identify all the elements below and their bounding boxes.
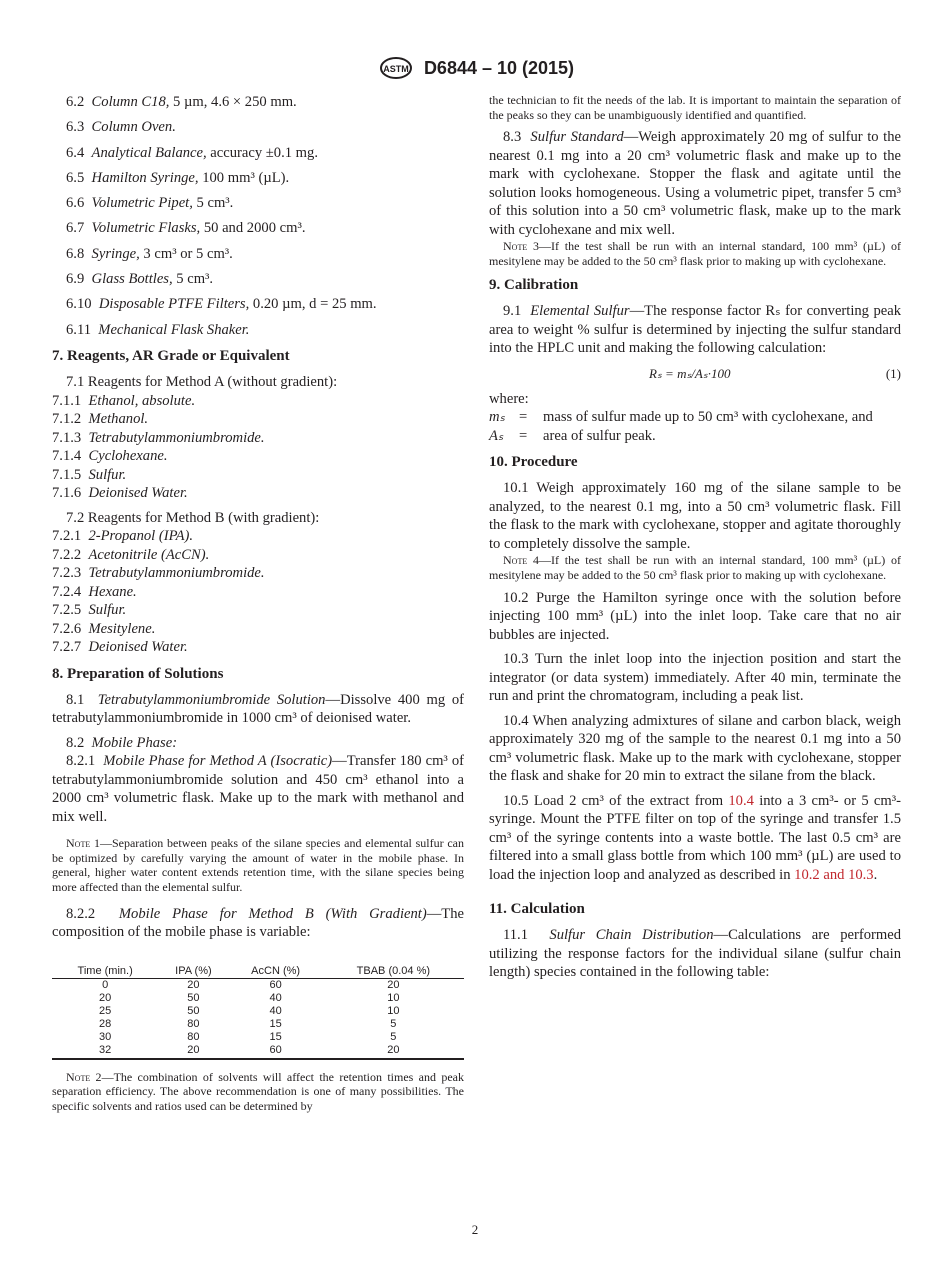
table-cell: 28 xyxy=(99,1017,112,1030)
page-header xyxy=(0,56,950,80)
apparatus-item: 6.9 Glass Bottles, 5 cm³. xyxy=(66,271,214,288)
paragraph-10-4: 10.4 When analyzing admixtures of silane and carbon black, weigh approximately 320 mg of the sample to the nearest 0.1 mg into a 50 cm³ volumetric flask. Make up to the mark with cyclohexane, stopper the flask and shake for 20 min to extract the silane from the black. xyxy=(489,712,901,785)
table-cell: 40 xyxy=(269,1004,282,1017)
left-column xyxy=(52,93,464,1113)
table-cell: 25 xyxy=(99,1004,112,1017)
apparatus-item: 6.11 Mechanical Flask Shaker. xyxy=(66,321,250,338)
table-row xyxy=(52,1044,464,1059)
paragraph-10-1: 10.1 Weigh approximately 160 mg of the silane sample to be analyzed, to the nearest 0.1 mg, into a 50 cm³ volumetric flask. Fill the flask to the mark with cyclohexane, stopper and agitate thoroughly to completely dissolve the sample. xyxy=(489,480,901,552)
paragraph-8-1: 8.1 Tetrabutylammoniumbromide Solution—Dissolve 400 mg of tetrabutylammoniumbromide in 1000 cm³ of deionised water. xyxy=(52,691,464,727)
apparatus-item: 6.5 Hamilton Syringe, 100 mm³ (µL). xyxy=(66,169,290,186)
note-2-continued: the technician to fit the needs of the lab. It is important to maintain the separation of the peaks so they can be unambiguously identified and quantified. xyxy=(489,93,901,122)
equation-1 xyxy=(489,366,901,382)
right-column xyxy=(489,93,901,982)
reagent-item: 7.1.6 Deionised Water. xyxy=(52,485,188,502)
table-cell: 20 xyxy=(323,1044,464,1059)
table-cell: 50 xyxy=(187,991,200,1004)
apparatus-item: 6.7 Volumetric Flasks, 50 and 2000 cm³. xyxy=(66,220,306,237)
note-2: Note 2—The combination of solvents will affect the retention times and peak separation efficiency. The above recommendation is one of many possibilities. The specific solvents and ratios used can be determined by xyxy=(52,1069,464,1113)
apparatus-item: 6.10 Disposable PTFE Filters, 0.20 µm, d = 25 mm. xyxy=(66,296,377,313)
table-cell: 50 xyxy=(187,1004,200,1017)
section-9-heading: 9. Calibration xyxy=(489,277,579,294)
reagent-item: 7.2.6 Mesitylene. xyxy=(52,620,156,637)
table-header: IPA (%) xyxy=(158,964,228,979)
gradient-table xyxy=(52,964,464,1060)
table-cell: 40 xyxy=(269,991,282,1004)
table-row xyxy=(52,978,464,992)
apparatus-item: 6.3 Column Oven. xyxy=(66,119,176,136)
table-cell: 80 xyxy=(187,1017,200,1030)
reagent-item: 7.1.5 Sulfur. xyxy=(52,466,127,483)
table-cell: 10 xyxy=(387,1004,400,1017)
table-cell: 15 xyxy=(269,1030,282,1043)
table-cell: 5 xyxy=(390,1017,397,1030)
table-row xyxy=(52,992,464,1005)
where-label: where: xyxy=(489,390,529,407)
section-10-heading: 10. Procedure xyxy=(489,454,578,471)
reagents-b-intro: 7.2 Reagents for Method B (with gradient): xyxy=(66,509,320,526)
equation-number: (1) xyxy=(885,365,901,381)
page-number: 2 xyxy=(471,1222,479,1237)
table-cell: 15 xyxy=(269,1017,282,1030)
table-cell: 20 xyxy=(99,991,112,1004)
table-cell: 20 xyxy=(158,1044,228,1059)
apparatus-item: 6.6 Volumetric Pipet, 5 cm³. xyxy=(66,195,234,212)
table-cell: 0 xyxy=(102,978,109,991)
apparatus-item: 6.4 Analytical Balance, accuracy ±0.1 mg. xyxy=(66,144,318,161)
equation-formula: Rₛ = mₛ/Aₛ·100 xyxy=(649,365,731,381)
table-header: AcCN (%) xyxy=(229,964,323,979)
paragraph-8-2-1: 8.2.1 Mobile Phase for Method A (Isocratic)—Transfer 180 cm³ of tetrabutylammoniumbromide solution and 450 cm³ ethanol into a 2000 cm³ volumetric flask. Make up to the mark with methanol and mix well. xyxy=(52,753,465,825)
paragraph-8-2: 8.2 Mobile Phase: xyxy=(66,734,178,751)
reagent-item: 7.2.3 Tetrabutylammoniumbromide. xyxy=(52,565,265,582)
table-row xyxy=(52,1018,464,1031)
reagents-a-intro: 7.1 Reagents for Method A (without gradient): xyxy=(66,374,338,391)
table-row xyxy=(52,1031,464,1044)
reagent-item: 7.1.3 Tetrabutylammoniumbromide. xyxy=(52,429,265,446)
definition-row: Aₛ = area of sulfur peak. xyxy=(489,427,656,444)
document-designation: D6844 – 10 (2015) xyxy=(423,57,575,78)
reagent-item: 7.2.4 Hexane. xyxy=(52,583,137,600)
table-cell: 80 xyxy=(187,1030,200,1043)
paragraph-8-2-2: 8.2.2 Mobile Phase for Method B (With Gradient)—The composition of the mobile phase is variable: xyxy=(52,905,464,941)
definition-row: mₛ = mass of sulfur made up to 50 cm³ with cyclohexane, and xyxy=(489,409,873,426)
note-4: Note 4—If the test shall be run with an internal standard, 100 mm³ (µL) of mesitylene may be added to the 50 cm³ flask prior to making up with cyclohexane. xyxy=(489,553,902,582)
table-cell: 30 xyxy=(99,1030,112,1043)
table-cell: 32 xyxy=(52,1044,158,1059)
note-1: Note 1—Separation between peaks of the silane species and elemental sulfur can be optimized by carefully varying the amount of water in the mobile phase. In general, higher water content extends retention time, with the silane species being more affected than the elemental sulfur. xyxy=(52,836,464,894)
table-cell: 20 xyxy=(187,978,200,991)
paragraph-8-3: 8.3 Sulfur Standard—Weigh approximately 20 mg of sulfur to the nearest 0.1 mg into a 20 cm³ volumetric flask and make up to the mark with cyclohexane. Stopper the flask and agitate until the solution looks homogeneous. Using a volumetric pipet, transfer 5 cm³ of this solution into a 50 cm³ volumetric flask, make up to the mark with cyclohexane and mix well. xyxy=(489,129,901,238)
reagent-item: 7.1.4 Cyclohexane. xyxy=(52,448,168,465)
paragraph-10-5: 10.5 Load 2 cm³ of the extract from 10.4 into a 3 cm³- or 5 cm³-syringe. Mount the PTFE filter on top of the syringe and transfer 1.5 cm³ of the syringe contents into a waste bottle. The last 0.5 cm³ are filtered into a small glass bottle from which 100 mm³ (µL) are used to load the injection loop and analyzed as described in 10.2 and 10.3. xyxy=(489,792,901,883)
reagent-item: 7.2.1 2-Propanol (IPA). xyxy=(52,528,194,545)
variable-definitions xyxy=(489,408,901,445)
reagents-b-list xyxy=(52,527,464,657)
note-3: Note 3—If the test shall be run with an internal standard, 100 mm³ (µL) of mesitylene may be added to the 50 cm³ flask prior to making up with cyclohexane. xyxy=(489,239,902,268)
apparatus-list xyxy=(52,93,464,339)
section-7-heading: 7. Reagents, AR Grade or Equivalent xyxy=(52,348,290,365)
table-header: Time (min.) xyxy=(52,964,158,979)
reagent-item: 7.1.1 Ethanol, absolute. xyxy=(52,392,196,409)
astm-logo-icon xyxy=(376,56,416,80)
paragraph-9-1: 9.1 Elemental Sulfur—The response factor Rₛ for converting peak area to weight % sulfur is determined by injecting the sulfur standard into the HPLC unit and making the following calculation: xyxy=(489,303,902,357)
paragraph-11-1: 11.1 Sulfur Chain Distribution—Calculations are performed utilizing the response factors for the individual silane (sulfur chain length) species contained in the following table: xyxy=(489,927,902,981)
table-cell: 60 xyxy=(269,978,282,991)
table-cell: 10 xyxy=(387,991,400,1004)
reagent-item: 7.1.2 Methanol. xyxy=(52,411,149,428)
table-cell: 20 xyxy=(387,978,400,991)
section-11-heading: 11. Calculation xyxy=(489,901,585,918)
paragraph-10-2: 10.2 Purge the Hamilton syringe once with the solution before injecting 100 mm³ (µL) into the inlet loop. Take care that no air bubbles are injected. xyxy=(489,589,901,643)
link-10-2-and-10-3[interactable]: 10.2 and 10.3 xyxy=(794,866,874,883)
table-cell: 60 xyxy=(229,1044,323,1059)
link-10-4[interactable]: 10.4 xyxy=(728,792,754,809)
apparatus-item: 6.2 Column C18, 5 µm, 4.6 × 250 mm. xyxy=(66,94,297,110)
paragraph-10-3: 10.3 Turn the inlet loop into the injection position and start the integrator (or data system) immediately. After 40 min, terminate the run and print the chromatogram, including a peak list. xyxy=(489,651,901,705)
apparatus-item: 6.8 Syringe, 3 cm³ or 5 cm³. xyxy=(66,245,233,262)
reagent-item: 7.2.5 Sulfur. xyxy=(52,602,127,619)
table-row xyxy=(52,1005,464,1018)
table-cell: 5 xyxy=(390,1030,397,1043)
reagent-item: 7.2.2 Acetonitrile (AcCN). xyxy=(52,546,210,563)
svg-text:ASTM: ASTM xyxy=(383,64,409,74)
reagents-a-list xyxy=(52,392,464,503)
table-header: TBAB (0.04 %) xyxy=(323,964,464,979)
section-8-heading: 8. Preparation of Solutions xyxy=(52,665,224,682)
reagent-item: 7.2.7 Deionised Water. xyxy=(52,639,188,656)
